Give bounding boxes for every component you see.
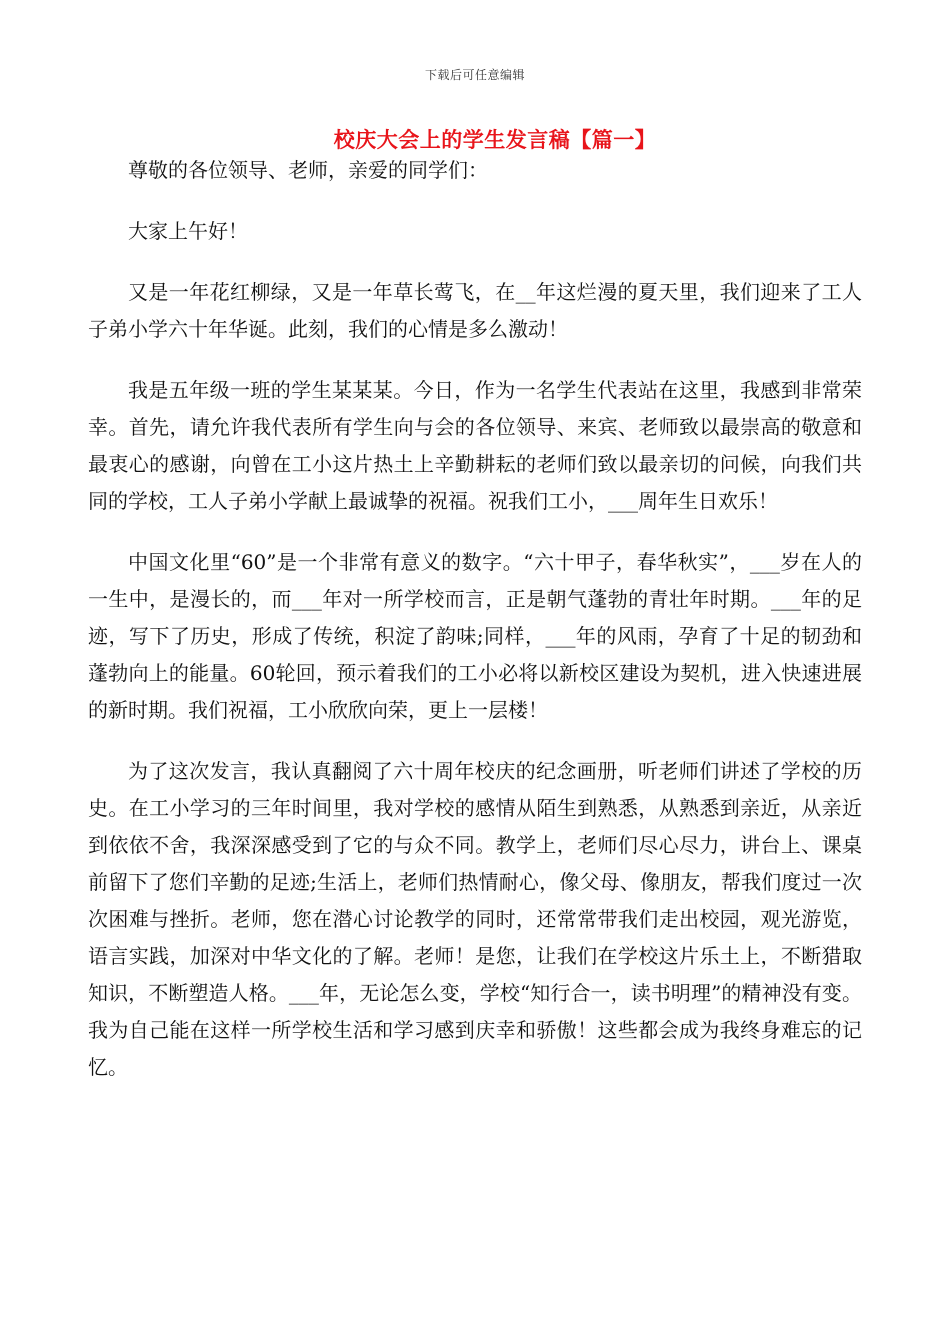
body-paragraph: 我是五年级一班的学生某某某。今日，作为一名学生代表站在这里，我感到非常荣幸。首先，请允许我代表所有学生向与会的各位领导、来宾、老师致以最崇高的敬意和最衷心的感谢，向曾在工小这片热土上辛勤耕耘的老师们致以最亲切的问候，向我们共同的学校，工人子弟小学献上最诚挚的祝福。祝我们工小，___周年生日欢乐！ — [88, 378, 862, 513]
document-body — [88, 152, 862, 1110]
document-title: 校庆大会上的学生发言稿【篇一】 — [333, 127, 657, 152]
body-paragraph: 又是一年花红柳绿，又是一年草长莺飞，在__年这烂漫的夏天里，我们迎来了工人子弟小学六十年华诞。此刻，我们的心情是多么激动！ — [88, 280, 862, 341]
header-note: 下载后可任意编辑 — [424, 68, 525, 82]
salutation-paragraph: 尊敬的各位领导、老师，亲爱的同学们： — [128, 158, 488, 182]
greeting-paragraph: 大家上午好！ — [128, 219, 248, 243]
body-paragraph: 为了这次发言，我认真翻阅了六十周年校庆的纪念画册，听老师们讲述了学校的历史。在工小学习的三年时间里，我对学校的感情从陌生到熟悉，从熟悉到亲近，从亲近到依依不舍，我深深感受到了它的与众不同。教学上，老师们尽心尽力，讲台上、课桌前留下了您们辛勤的足迹;生活上，老师们热情耐心，像父母、像朋友，帮我们度过一次次困难与挫折。老师，您在潜心讨论教学的同时，还常常带我们走出校园，观光游览，语言实践，加深对中华文化的了解。老师！是您，让我们在学校这片乐土上，不断猎取知识，不断塑造人格。___年，无论怎么变，学校“知行合一，读书明理”的精神没有变。我为自己能在这样一所学校生活和学习感到庆幸和骄傲！这些都会成为我终身难忘的记忆。 — [88, 759, 862, 1079]
body-paragraph: 中国文化里“60”是一个非常有意义的数字。“六十甲子，春华秋实”，___岁在人的一生中，是漫长的，而___年对一所学校而言，正是朝气蓬勃的青壮年时期。___年的足迹，写下了历史，形成了传统，积淀了韵味;同样，___年的风雨，孕育了十足的韧劲和蓬勃向上的能量。60轮回，预示着我们的工小必将以新校区建设为契机，进入快速进展的新时期。我们祝福，工小欣欣向荣，更上一层楼！ — [88, 550, 862, 722]
